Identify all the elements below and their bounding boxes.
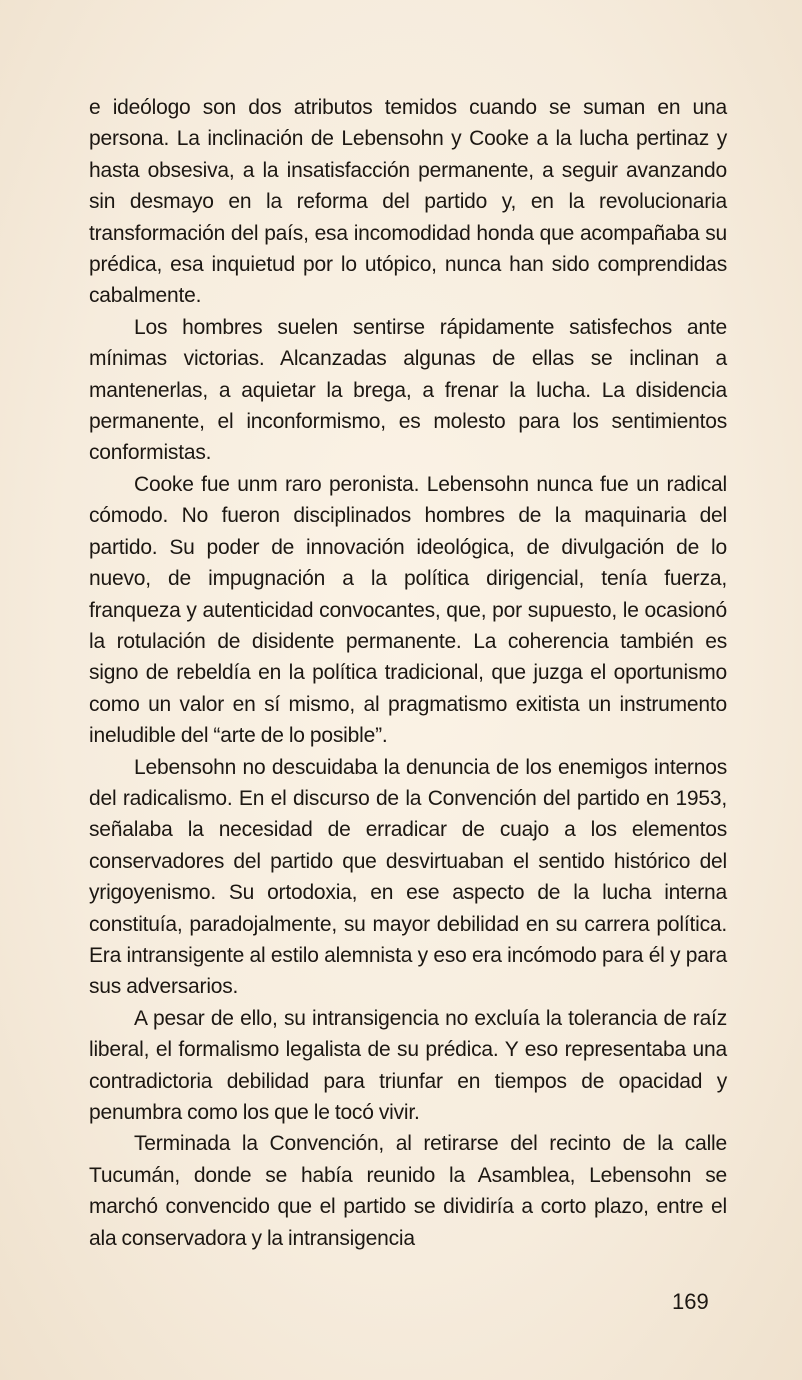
paragraph-5: A pesar de ello, su intransigencia no excluía la tolerancia de raíz liberal, el formalismo legalista de su prédica. Y eso representaba una contradictoria debilidad para triunfar en tiempos de opacidad y penumbra como los que le tocó vivir. (89, 1006, 727, 1124)
body-text (89, 92, 727, 1254)
paragraph-3: Cooke fue unm raro peronista. Lebensohn nunca fue un radical cómodo. No fueron disciplinados hombres de la maquinaria del partido. Su poder de innovación ideológica, de divulgación de lo nuevo, de impugnación a la política dirigencial, tenía fuerza, franqueza y autenticidad convocantes, que, por supuesto, le ocasionó la rotulación de disidente permanente. La coherencia también es signo de rebeldía en la política tradicional, que juzga el oportunismo como un valor en sí mismo, al pragmatismo exitista un instrumento ineludible del “arte de lo posible”. (89, 472, 727, 748)
paragraph-2: Los hombres suelen sentirse rápidamente satisfechos ante mínimas victorias. Alcanzadas algunas de ellas se inclinan a mantenerlas, a aquietar la brega, a frenar la lucha. La disidencia permanente, el inconformismo, es molesto para los sentimientos conformistas. (89, 315, 727, 465)
paragraph-4: Lebensohn no descuidaba la denuncia de los enemigos internos del radicalismo. En el discurso de la Convención del partido en 1953, señalaba la necesidad de erradicar de cuajo a los elementos conservadores del partido que desvirtuaban el sentido histórico del yrigoyenismo. Su ortodoxia, en ese aspecto de la lucha interna constituía, paradojalmente, su mayor debilidad en su carrera política. Era intransigente al estilo alemnista y eso era incómodo para él y para sus adversarios. (89, 755, 727, 999)
page-number: 169 (672, 1289, 709, 1314)
paragraph-6: Terminada la Convención, al retirarse del recinto de la calle Tucumán, donde se había reunido la Asamblea, Lebensohn se marchó convencido que el partido se dividiría a corto plazo, entre el ala conservadora y la intransigencia (89, 1132, 727, 1250)
paragraph-1: e ideólogo son dos atributos temidos cuando se suman en una persona. La inclinación de Lebensohn y Cooke a la lucha pertinaz y hasta obsesiva, a la insatisfacción permanente, a seguir avanzando sin desmayo en la reforma del partido y, en la revolucionaria transformación del país, esa incomodidad honda que acompañaba su prédica, esa inquietud por lo utópico, nunca han sido comprendidas cabalmente. (89, 96, 727, 308)
